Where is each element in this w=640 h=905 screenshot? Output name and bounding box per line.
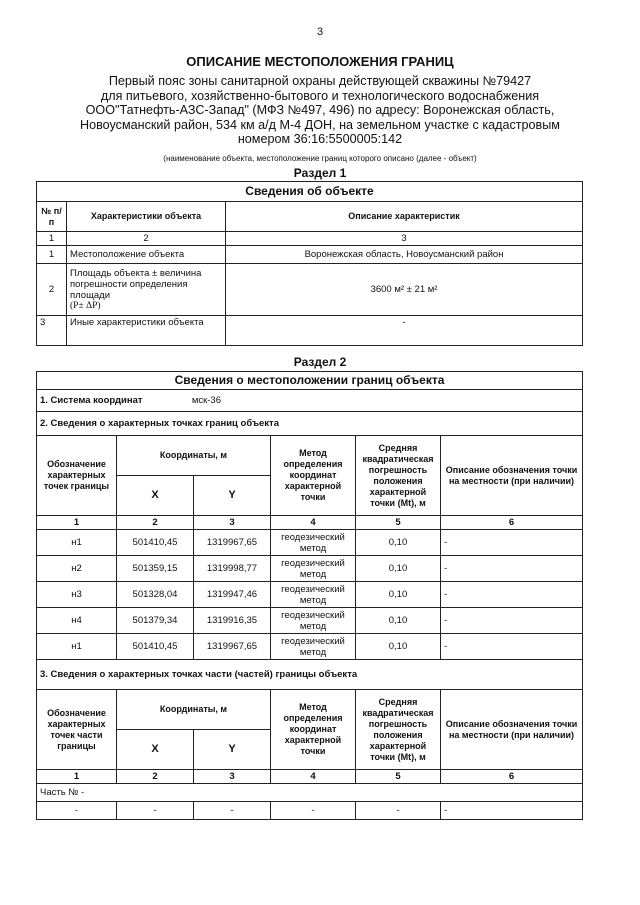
subtitle-line: номером 36:16:5500005:142 xyxy=(237,132,403,147)
point-y: 1319916,35 xyxy=(194,608,271,634)
row-characteristic: Местоположение объекта xyxy=(67,246,226,264)
header-method: Метод определения координат характерной точки xyxy=(271,690,356,770)
header-part-point: Обозначение характерных точек части границы xyxy=(37,690,117,770)
point-description: - xyxy=(441,634,583,660)
col-number: 6 xyxy=(441,770,583,784)
point-y: 1319947,46 xyxy=(194,582,271,608)
row-number: 3 xyxy=(37,316,67,346)
point-accuracy: 0,10 xyxy=(356,634,441,660)
header-y: Y xyxy=(194,476,271,516)
area-formula: (P± ΔP) xyxy=(70,300,101,311)
table-row xyxy=(37,530,583,556)
header-coords: Координаты, м xyxy=(117,690,271,730)
point-method: геодезический метод xyxy=(271,556,356,582)
point-method: геодезический метод xyxy=(271,582,356,608)
point-name: н1 xyxy=(37,634,117,660)
point-x: 501410,45 xyxy=(117,530,194,556)
table-row xyxy=(37,246,583,264)
row-value: 3600 м² ± 21 м² xyxy=(226,264,583,316)
point-x: 501410,45 xyxy=(117,634,194,660)
row-characteristic: Иные характеристики объекта xyxy=(67,316,226,346)
object-info-table xyxy=(36,181,583,346)
subtitle-note: (наименование объекта, местоположение границ которого описано (далее - объект) xyxy=(163,154,477,163)
header-y: Y xyxy=(194,730,271,770)
col-number: 1 xyxy=(37,770,117,784)
point-x: 501328,04 xyxy=(117,582,194,608)
header-x: X xyxy=(117,730,194,770)
part-cell: - xyxy=(194,802,271,820)
subtitle-line: Новоусманский район, 534 км а/д М-4 ДОН, на земельном участке с кадастровым xyxy=(80,117,560,132)
coord-system-label: 1. Система координат xyxy=(40,395,143,406)
point-description: - xyxy=(441,556,583,582)
row-value: Воронежская область, Новоусманский район xyxy=(226,246,583,264)
table-row xyxy=(37,608,583,634)
table-row xyxy=(37,264,583,316)
table-row xyxy=(37,582,583,608)
header-x: X xyxy=(117,476,194,516)
header-accuracy: Средняя квадратическая погрешность положения характерной точки (Mt), м xyxy=(356,690,441,770)
header-description: Описание обозначения точки на местности (при наличии) xyxy=(441,436,583,516)
col-number: 1 xyxy=(37,232,67,246)
coord-system-value: мск-36 xyxy=(191,395,221,406)
row-number: 2 xyxy=(37,264,67,316)
point-method: геодезический метод xyxy=(271,634,356,660)
table-row xyxy=(37,634,583,660)
col-number: 5 xyxy=(356,770,441,784)
col-number: 3 xyxy=(194,516,271,530)
point-name: н2 xyxy=(37,556,117,582)
section2-label: Раздел 2 xyxy=(293,355,347,369)
point-method: геодезический метод xyxy=(271,608,356,634)
row-number: 1 xyxy=(37,246,67,264)
point-accuracy: 0,10 xyxy=(356,530,441,556)
subtitle-line: для питьевого, хозяйственно-бытового и технологического водоснабжения xyxy=(100,88,540,103)
header-number: № п/п xyxy=(37,202,67,232)
header-description: Описание обозначения точки на местности (при наличии) xyxy=(441,690,583,770)
area-label: Площадь объекта ± величина погрешности определения площади xyxy=(70,267,202,301)
part-cell: - xyxy=(356,802,441,820)
part-cell: - xyxy=(271,802,356,820)
point-method: геодезический метод xyxy=(271,530,356,556)
point-accuracy: 0,10 xyxy=(356,556,441,582)
boundary-table xyxy=(36,371,583,820)
subtitle-line: ООО"Татнефть-АЗС-Запад" (МФЗ №497, 496) по адресу: Воронежская область, xyxy=(85,103,555,118)
part-cell: - xyxy=(117,802,194,820)
subtitle-line: Первый пояс зоны санитарной охраны действующей скважины №79427 xyxy=(108,74,532,88)
point-y: 1319967,65 xyxy=(194,530,271,556)
header-accuracy: Средняя квадратическая погрешность положения характерной точки (Mt), м xyxy=(356,436,441,516)
table-row xyxy=(37,802,583,820)
header-characteristic: Характеристики объекта xyxy=(67,202,226,232)
part-cell: - xyxy=(37,802,117,820)
section1-label: Раздел 1 xyxy=(293,166,347,180)
page-number: 3 xyxy=(316,26,324,38)
col-number: 3 xyxy=(226,232,583,246)
col-number: 4 xyxy=(271,516,356,530)
col-number: 5 xyxy=(356,516,441,530)
point-name: н1 xyxy=(37,530,117,556)
point-description: - xyxy=(441,582,583,608)
coord-system xyxy=(37,390,583,412)
point-name: н4 xyxy=(37,608,117,634)
col-number: 1 xyxy=(37,516,117,530)
page-title: ОПИСАНИЕ МЕСТОПОЛОЖЕНИЯ ГРАНИЦ xyxy=(186,54,454,69)
table-row xyxy=(37,556,583,582)
object-subtitle xyxy=(40,74,600,147)
point-description: - xyxy=(441,530,583,556)
col-number: 2 xyxy=(67,232,226,246)
point-y: 1319967,65 xyxy=(194,634,271,660)
point-x: 501379,34 xyxy=(117,608,194,634)
point-description: - xyxy=(441,608,583,634)
row-value: - xyxy=(226,316,583,346)
col-number: 3 xyxy=(194,770,271,784)
header-coords: Координаты, м xyxy=(117,436,271,476)
table-row xyxy=(37,316,583,346)
point-accuracy: 0,10 xyxy=(356,582,441,608)
point-x: 501359,15 xyxy=(117,556,194,582)
part-cell: - xyxy=(441,802,583,820)
point-name: н3 xyxy=(37,582,117,608)
section1-caption: Сведения об объекте xyxy=(37,182,583,202)
parts-title: 3. Сведения о характерных точках части (частей) границы объекта xyxy=(37,660,583,690)
part-label: Часть № - xyxy=(37,784,583,802)
header-method: Метод определения координат характерной точки xyxy=(271,436,356,516)
row-characteristic xyxy=(67,264,226,316)
points-title: 2. Сведения о характерных точках границ объекта xyxy=(37,412,583,436)
col-number: 2 xyxy=(117,516,194,530)
header-point: Обозначение характерных точек границы xyxy=(37,436,117,516)
header-description: Описание характеристик xyxy=(226,202,583,232)
point-y: 1319998,77 xyxy=(194,556,271,582)
point-accuracy: 0,10 xyxy=(356,608,441,634)
section2-caption: Сведения о местоположении границ объекта xyxy=(37,372,583,390)
col-number: 4 xyxy=(271,770,356,784)
col-number: 2 xyxy=(117,770,194,784)
col-number: 6 xyxy=(441,516,583,530)
